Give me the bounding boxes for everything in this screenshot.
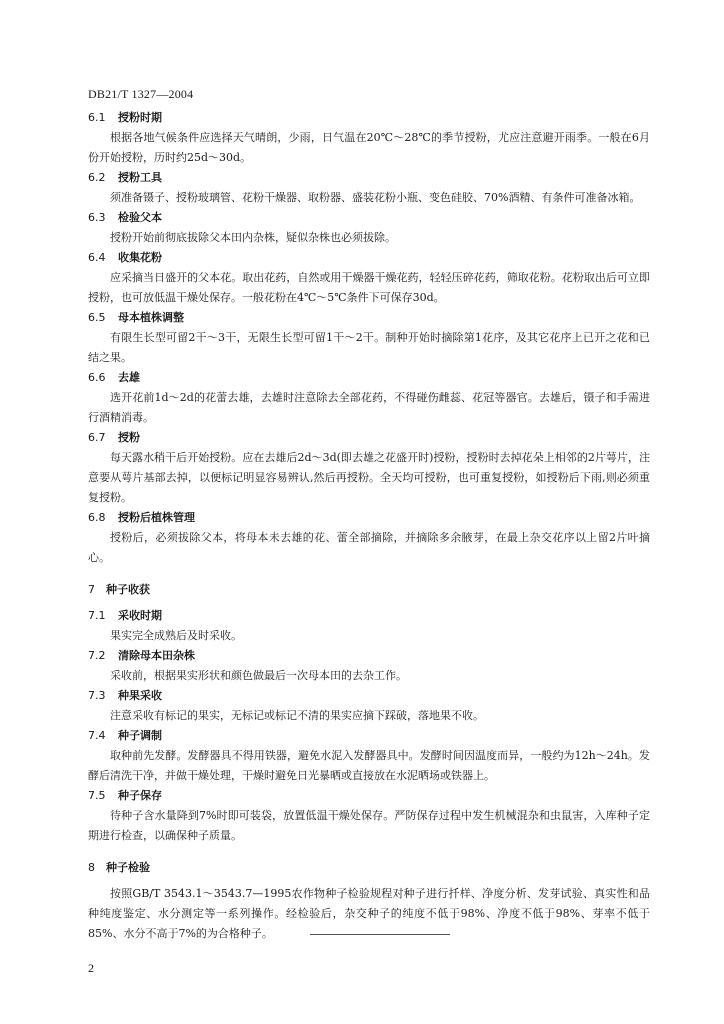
section-6-7-heading: 6.7 授粉	[88, 431, 140, 444]
section-7-1-text: 果实完全成熟后及时采收。	[110, 629, 242, 642]
section-6-5-text: 有限生长型可留2干～3干，无限生长型可留1干～2干。制种开始时摘除第1花序，及其它花序上已开之花和已结之果。	[88, 331, 650, 364]
section-6-1-heading: 6.1 授粉时期	[88, 111, 162, 124]
section-6-2-heading: 6.2 授粉工具	[88, 171, 162, 184]
section-7-3-heading: 7.3 种果采收	[88, 689, 162, 702]
document-body	[88, 108, 650, 944]
section-6-4-heading: 6.4 收集花粉	[88, 251, 162, 264]
section-6-4-text: 应采摘当日盛开的父本花。取出花药，自然或用干燥器干燥花药，轻轻压碎花药，筛取花粉。花粉取出后可立即授粉，也可放低温干燥处保存。一般花粉在4℃～5℃条件下可保存30d。	[88, 271, 650, 304]
chapter-7-heading: 7 种子收获	[88, 583, 150, 596]
section-6-3-heading: 6.3 检验父本	[88, 211, 162, 224]
document-code: DB21/T 1327—2004	[88, 87, 194, 101]
chapter-8-text: 按照GB/T 3543.1～3543.7—1995农作物种子检验规程对种子进行扦样、净度分析、发芽试验、真实性和品种纯度鉴定、水分测定等一系列操作。经检验后，杂交种子的纯度不低于98%、净度不低于98%、芽率不低于85%、水分不高于7%的为合格种子。	[88, 887, 650, 940]
section-6-8-text: 授粉后，必须拔除父本，将母本未去雄的花、蕾全部摘除，并摘除多余腋芽，在最上杂交花序以上留2片叶摘心。	[88, 531, 650, 564]
section-6-1-text: 根据各地气候条件应选择天气晴朗，少雨，日气温在20℃～28℃的季节授粉，尤应注意避开雨季。一般在6月份开始授粉，历时约25d～30d。	[88, 131, 650, 164]
section-6-6-heading: 6.6 去雄	[88, 371, 140, 384]
section-6-6-text: 选开花前1d～2d的花蕾去雄，去雄时注意除去全部花药，不得碰伤雌蕊、花冠等器官。去雄后，镊子和手需进行酒精消毒。	[88, 391, 650, 424]
page-number: 2	[88, 961, 94, 975]
section-7-4-heading: 7.4 种子调制	[88, 729, 162, 742]
section-6-3-text: 授粉开始前彻底拔除父本田内杂株，疑似杂株也必须拔除。	[110, 231, 396, 244]
section-7-4-text: 取种前先发酵。发酵器具不得用铁器，避免水泥入发酵器具中。发酵时间因温度而异，一般约为12h～24h。发酵后清洗干净，并做干燥处理，干燥时避免日光暴晒或直接放在水泥晒场或铁器上。	[88, 749, 650, 782]
section-6-5-heading: 6.5 母本植株调整	[88, 311, 184, 324]
end-rule	[310, 934, 450, 935]
section-7-5-text: 待种子含水量降到7%时即可装袋，放置低温干燥处保存。严防保存过程中发生机械混杂和虫鼠害，入库种子定期进行检查，以确保种子质量。	[88, 809, 650, 842]
section-7-5-heading: 7.5 种子保存	[88, 789, 162, 802]
section-7-2-heading: 7.2 清除母本田杂株	[88, 649, 195, 662]
section-6-2-text: 须准备镊子、授粉玻璃管、花粉干燥器、取粉器、盛装花粉小瓶、变色硅胶、70%酒精、有条件可准备冰箱。	[110, 191, 641, 204]
section-7-2-text: 采收前，根据果实形状和颜色做最后一次母本田的去杂工作。	[110, 669, 407, 682]
chapter-8-heading: 8 种子检验	[88, 861, 150, 874]
section-6-8-heading: 6.8 授粉后植株管理	[88, 511, 195, 524]
section-6-7-text: 每天露水稍干后开始授粉。应在去雄后2d～3d(即去雄之花盛开时)授粉，授粉时去掉花朵上相邻的2片萼片，注意要从萼片基部去掉，以便标记明显容易辨认,然后再授粉。全天均可授粉，也可重复授粉，如授粉后下雨,则必须重复授粉。	[88, 451, 650, 504]
section-7-3-text: 注意采收有标记的果实，无标记或标记不清的果实应摘下踩破，落地果不收。	[110, 709, 484, 722]
section-7-1-heading: 7.1 采收时期	[88, 609, 162, 622]
